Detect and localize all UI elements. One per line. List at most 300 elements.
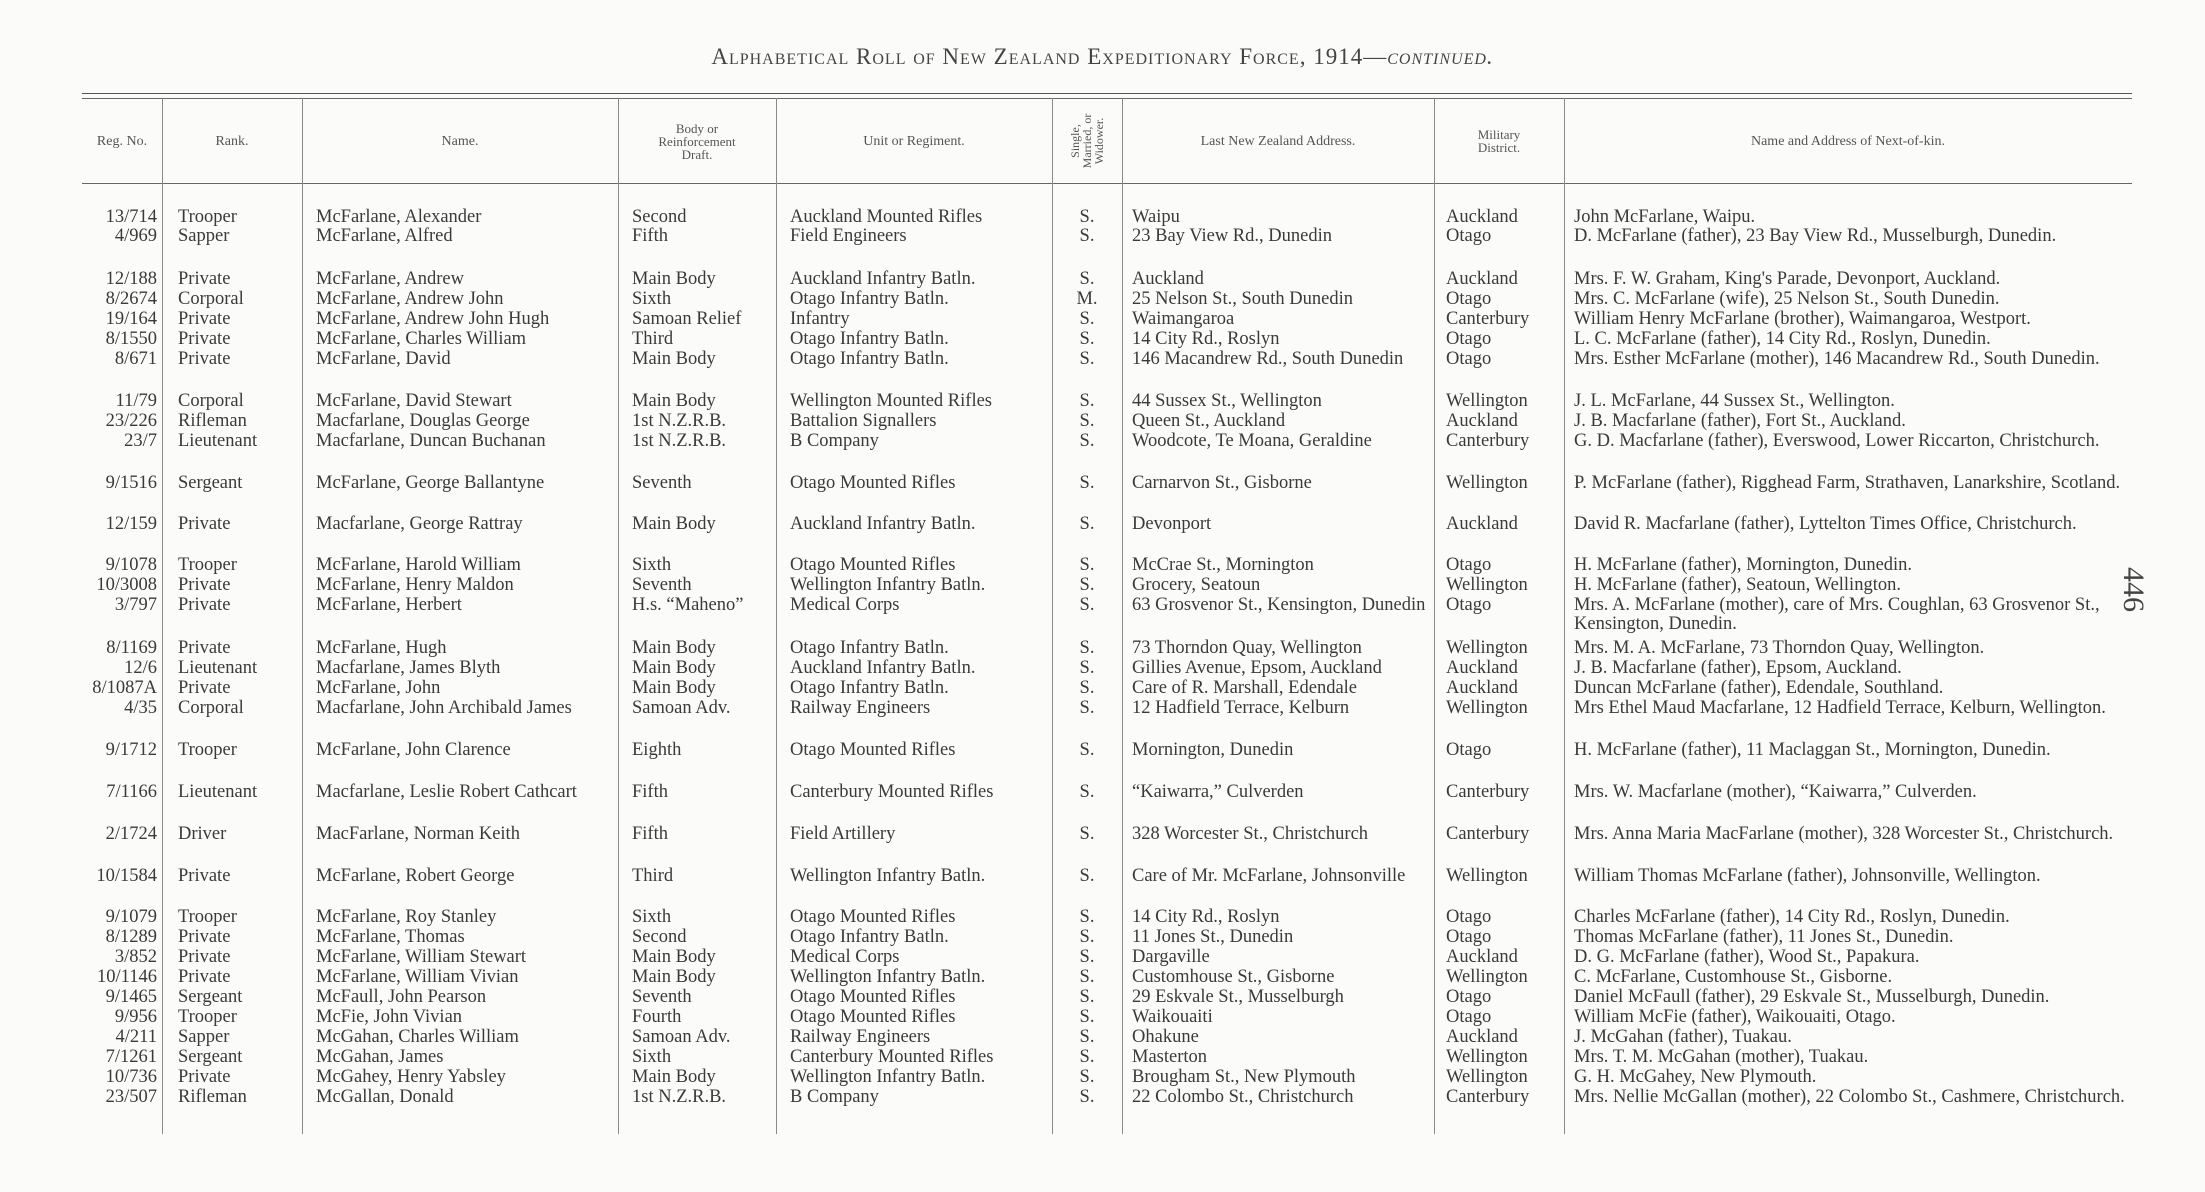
draft-cell: Sixth	[632, 289, 672, 309]
district-cell: Otago	[1446, 329, 1492, 349]
reg-no-cell: 12/6	[124, 658, 157, 678]
reg-no-cell: 9/1712	[105, 740, 157, 760]
marital-cell: S.	[1079, 698, 1095, 718]
draft-cell: Main Body	[632, 514, 716, 534]
unit-cell: Otago Mounted Rifles	[790, 740, 956, 760]
kin-cell: Duncan McFarlane (father), Edendale, Southland.	[1574, 678, 1944, 698]
name-cell: Macfarlane, John Archibald James	[316, 698, 572, 718]
header-unit: Unit or Regiment.	[863, 133, 965, 149]
unit-cell: Medical Corps	[790, 595, 900, 615]
marital-cell: S.	[1079, 866, 1095, 886]
rank-cell: Trooper	[178, 555, 237, 575]
draft-cell: Main Body	[632, 1067, 716, 1087]
column-divider	[302, 98, 303, 1134]
district-cell: Wellington	[1446, 866, 1528, 886]
district-cell: Canterbury	[1446, 782, 1530, 802]
kin-cell: David R. Macfarlane (father), Lyttelton Times Office, Christchurch.	[1574, 514, 2077, 534]
address-cell: Waipu	[1132, 207, 1180, 227]
draft-cell: Main Body	[632, 638, 716, 658]
name-cell: McFarlane, Andrew	[316, 269, 464, 289]
unit-cell: B Company	[790, 431, 879, 451]
draft-cell: Seventh	[632, 575, 692, 595]
kin-cell: Charles McFarlane (father), 14 City Rd., Roslyn, Dunedin.	[1574, 907, 2010, 927]
marital-cell: S.	[1079, 575, 1095, 595]
reg-no-cell: 8/1087A	[92, 678, 157, 698]
name-cell: McGahan, James	[316, 1047, 444, 1067]
address-cell: 23 Bay View Rd., Dunedin	[1132, 226, 1332, 246]
address-cell: Masterton	[1132, 1047, 1208, 1067]
kin-cell: Mrs. Nellie McGallan (mother), 22 Colombo St., Cashmere, Christchurch.	[1574, 1087, 2125, 1107]
name-cell: McFarlane, Harold William	[316, 555, 521, 575]
unit-cell: Otago Infantry Batln.	[790, 927, 949, 947]
kin-cell: J. McGahan (father), Tuakau.	[1574, 1027, 1792, 1047]
district-cell: Otago	[1446, 289, 1492, 309]
rank-cell: Trooper	[178, 207, 237, 227]
marital-cell: S.	[1079, 658, 1095, 678]
unit-cell: Canterbury Mounted Rifles	[790, 1047, 994, 1067]
unit-cell: Medical Corps	[790, 947, 900, 967]
reg-no-cell: 11/79	[115, 391, 157, 411]
marital-cell: M.	[1076, 289, 1098, 309]
draft-cell: Third	[632, 329, 674, 349]
page-number: 446	[2117, 567, 2150, 612]
unit-cell: Canterbury Mounted Rifles	[790, 782, 994, 802]
rank-cell: Sergeant	[178, 1047, 243, 1067]
header-address: Last New Zealand Address.	[1200, 133, 1356, 149]
district-cell: Canterbury	[1446, 1087, 1530, 1107]
address-cell: Gillies Avenue, Epsom, Auckland	[1132, 658, 1382, 678]
marital-cell: S.	[1079, 555, 1095, 575]
marital-cell: S.	[1079, 411, 1095, 431]
reg-no-cell: 23/7	[124, 431, 157, 451]
address-cell: 328 Worcester St., Christchurch	[1132, 824, 1369, 844]
name-cell: Macfarlane, George Rattray	[316, 514, 523, 534]
kin-cell: G. H. McGahey, New Plymouth.	[1574, 1067, 1817, 1087]
marital-cell: S.	[1079, 329, 1095, 349]
header-kin: Name and Address of Next-of-kin.	[1750, 133, 1945, 149]
column-divider	[162, 98, 163, 1134]
name-cell: McFarlane, Thomas	[316, 927, 465, 947]
district-cell: Auckland	[1446, 947, 1518, 967]
kin-cell: D. McFarlane (father), 23 Bay View Rd., Musselburgh, Dunedin.	[1574, 226, 2057, 246]
draft-cell: Seventh	[632, 473, 692, 493]
name-cell: McFarlane, Andrew John	[316, 289, 504, 309]
draft-cell: 1st N.Z.R.B.	[632, 431, 727, 451]
reg-no-cell: 8/1169	[106, 638, 157, 658]
address-cell: Carnarvon St., Gisborne	[1132, 473, 1312, 493]
district-cell: Canterbury	[1446, 431, 1530, 451]
marital-cell: S.	[1079, 947, 1095, 967]
rank-cell: Lieutenant	[178, 658, 258, 678]
marital-cell: S.	[1079, 740, 1095, 760]
column-divider	[618, 98, 619, 1134]
rank-cell: Private	[178, 927, 231, 947]
rank-cell: Sapper	[178, 226, 230, 246]
reg-no-cell: 4/211	[115, 1027, 157, 1047]
unit-cell: Otago Mounted Rifles	[790, 555, 956, 575]
kin-cell: Mrs. F. W. Graham, King's Parade, Devonport, Auckland.	[1574, 269, 2001, 289]
name-cell: McFarlane, Hugh	[316, 638, 447, 658]
kin-cell: Mrs. A. McFarlane (mother), care of Mrs. Coughlan, 63 Grosvenor St., Kensington, Dunedin.	[1574, 595, 2100, 634]
reg-no-cell: 9/1465	[105, 987, 157, 1007]
marital-cell: S.	[1079, 927, 1095, 947]
rank-cell: Private	[178, 514, 231, 534]
reg-no-cell: 23/507	[105, 1087, 157, 1107]
name-cell: McFie, John Vivian	[316, 1007, 463, 1027]
address-cell: 11 Jones St., Dunedin	[1132, 927, 1294, 947]
unit-cell: Auckland Mounted Rifles	[790, 207, 983, 227]
district-cell: Auckland	[1446, 1027, 1518, 1047]
header-marital-text: Single, Married, or Widower.	[1068, 113, 1106, 169]
unit-cell: B Company	[790, 1087, 879, 1107]
draft-cell: Main Body	[632, 349, 716, 369]
marital-cell: S.	[1079, 678, 1095, 698]
address-cell: Ohakune	[1132, 1027, 1199, 1047]
unit-cell: Otago Infantry Batln.	[790, 638, 949, 658]
unit-cell: Field Artillery	[790, 824, 896, 844]
header-name: Name.	[441, 133, 479, 149]
address-cell: Dargaville	[1132, 947, 1210, 967]
reg-no-cell: 9/956	[114, 1007, 157, 1027]
marital-cell: S.	[1079, 1007, 1095, 1027]
unit-cell: Otago Mounted Rifles	[790, 907, 956, 927]
name-cell: McFarlane, Robert George	[316, 866, 515, 886]
district-cell: Otago	[1446, 1007, 1492, 1027]
name-cell: Macfarlane, Leslie Robert Cathcart	[316, 782, 577, 802]
kin-cell: J. B. Macfarlane (father), Epsom, Auckland.	[1574, 658, 1902, 678]
title-continued: continued.	[1387, 44, 1494, 69]
draft-cell: Fifth	[632, 226, 668, 246]
unit-cell: Battalion Signallers	[790, 411, 937, 431]
unit-cell: Otago Mounted Rifles	[790, 1007, 956, 1027]
rank-cell: Rifleman	[178, 1087, 247, 1107]
draft-cell: Eighth	[632, 740, 682, 760]
rank-cell: Lieutenant	[178, 431, 258, 451]
address-cell: Waikouaiti	[1132, 1007, 1213, 1027]
unit-cell: Railway Engineers	[790, 698, 931, 718]
reg-no-cell: 10/1584	[96, 866, 157, 886]
kin-cell: Mrs. Anna Maria MacFarlane (mother), 328 Worcester St., Christchurch.	[1574, 824, 2114, 844]
column-divider	[1122, 98, 1123, 1134]
unit-cell: Wellington Infantry Batln.	[790, 1067, 986, 1087]
rank-cell: Private	[178, 947, 231, 967]
page-title	[0, 44, 2205, 70]
reg-no-cell: 8/1550	[105, 329, 157, 349]
column-divider	[776, 98, 777, 1134]
rank-cell: Driver	[178, 824, 227, 844]
kin-cell: William Henry McFarlane (brother), Waimangaroa, Westport.	[1574, 309, 2031, 329]
address-cell: 25 Nelson St., South Dunedin	[1132, 289, 1353, 309]
name-cell: McFaull, John Pearson	[316, 987, 487, 1007]
kin-cell: J. L. McFarlane, 44 Sussex St., Wellington.	[1574, 391, 1895, 411]
unit-cell: Otago Infantry Batln.	[790, 329, 949, 349]
marital-cell: S.	[1079, 226, 1095, 246]
address-cell: 63 Grosvenor St., Kensington, Dunedin	[1132, 595, 1426, 615]
rank-cell: Trooper	[178, 1007, 237, 1027]
draft-cell: Second	[632, 207, 687, 227]
rank-cell: Private	[178, 595, 231, 615]
unit-cell: Wellington Mounted Rifles	[790, 391, 992, 411]
address-cell: Queen St., Auckland	[1132, 411, 1286, 431]
kin-cell: P. McFarlane (father), Rigghead Farm, Strathaven, Lanarkshire, Scotland.	[1574, 473, 2121, 493]
reg-no-cell: 3/797	[114, 595, 157, 615]
rank-cell: Sapper	[178, 1027, 230, 1047]
unit-cell: Auckland Infantry Batln.	[790, 514, 976, 534]
header-draft: Body or Reinforcement Draft.	[658, 120, 736, 162]
district-cell: Otago	[1446, 595, 1492, 615]
header-rank: Rank.	[215, 133, 249, 149]
unit-cell: Wellington Infantry Batln.	[790, 575, 986, 595]
draft-cell: Sixth	[632, 555, 672, 575]
marital-cell: S.	[1079, 309, 1095, 329]
kin-cell: H. McFarlane (father), Seatoun, Wellington.	[1574, 575, 1901, 595]
rank-cell: Private	[178, 575, 231, 595]
reg-no-cell: 3/852	[114, 947, 157, 967]
rank-cell: Private	[178, 349, 231, 369]
draft-cell: Samoan Adv.	[632, 1027, 731, 1047]
reg-no-cell: 8/671	[114, 349, 157, 369]
district-cell: Otago	[1446, 907, 1492, 927]
address-cell: Waimangaroa	[1132, 309, 1235, 329]
district-cell: Otago	[1446, 740, 1492, 760]
name-cell: McFarlane, Alexander	[316, 207, 482, 227]
name-cell: McFarlane, Charles William	[316, 329, 527, 349]
address-cell: Brougham St., New Plymouth	[1132, 1067, 1356, 1087]
title-text: Alphabetical Roll of New Zealand Expeditionary Force, 1914—	[711, 44, 1388, 69]
name-cell: McFarlane, David	[316, 349, 451, 369]
column-divider	[1564, 98, 1565, 1134]
district-cell: Auckland	[1446, 411, 1518, 431]
header-marital	[1052, 98, 1122, 184]
address-cell: 29 Eskvale St., Musselburgh	[1132, 987, 1344, 1007]
kin-cell: Mrs. M. A. McFarlane, 73 Thorndon Quay, Wellington.	[1574, 638, 1985, 658]
rank-cell: Corporal	[178, 289, 244, 309]
district-cell: Wellington	[1446, 967, 1528, 987]
marital-cell: S.	[1079, 907, 1095, 927]
district-cell: Auckland	[1446, 678, 1518, 698]
address-cell: Devonport	[1132, 514, 1212, 534]
rank-cell: Lieutenant	[178, 782, 258, 802]
district-cell: Otago	[1446, 349, 1492, 369]
marital-cell: S.	[1079, 1087, 1095, 1107]
district-cell: Otago	[1446, 987, 1492, 1007]
table-top-rule	[82, 93, 2132, 94]
district-cell: Wellington	[1446, 1047, 1528, 1067]
reg-no-cell: 8/2674	[105, 289, 157, 309]
district-cell: Wellington	[1446, 391, 1528, 411]
unit-cell: Field Engineers	[790, 226, 907, 246]
marital-cell: S.	[1079, 269, 1095, 289]
reg-no-cell: 9/1078	[105, 555, 157, 575]
district-cell: Wellington	[1446, 575, 1528, 595]
district-cell: Wellington	[1446, 1067, 1528, 1087]
address-cell: 12 Hadfield Terrace, Kelburn	[1132, 698, 1350, 718]
name-cell: McFarlane, Roy Stanley	[316, 907, 497, 927]
address-cell: 14 City Rd., Roslyn	[1132, 907, 1280, 927]
draft-cell: Seventh	[632, 987, 692, 1007]
district-cell: Auckland	[1446, 269, 1518, 289]
draft-cell: Sixth	[632, 1047, 672, 1067]
kin-cell: John McFarlane, Waipu.	[1574, 207, 1756, 227]
kin-cell: William McFie (father), Waikouaiti, Otago.	[1574, 1007, 1896, 1027]
name-cell: McGahey, Henry Yabsley	[316, 1067, 506, 1087]
draft-cell: Fourth	[632, 1007, 682, 1027]
kin-cell: H. McFarlane (father), 11 Maclaggan St., Mornington, Dunedin.	[1574, 740, 2051, 760]
address-cell: 14 City Rd., Roslyn	[1132, 329, 1280, 349]
reg-no-cell: 12/159	[105, 514, 157, 534]
rank-cell: Corporal	[178, 391, 244, 411]
address-cell: 73 Thorndon Quay, Wellington	[1132, 638, 1362, 658]
address-cell: 44 Sussex St., Wellington	[1132, 391, 1322, 411]
kin-cell: J. B. Macfarlane (father), Fort St., Auckland.	[1574, 411, 1906, 431]
draft-cell: 1st N.Z.R.B.	[632, 1087, 727, 1107]
name-cell: McFarlane, William Stewart	[316, 947, 527, 967]
unit-cell: Otago Infantry Batln.	[790, 678, 949, 698]
kin-cell: Daniel McFaull (father), 29 Eskvale St., Musselburgh, Dunedin.	[1574, 987, 2050, 1007]
reg-no-cell: 9/1079	[105, 907, 157, 927]
draft-cell: Samoan Adv.	[632, 698, 731, 718]
kin-cell: L. C. McFarlane (father), 14 City Rd., Roslyn, Dunedin.	[1574, 329, 1991, 349]
header-district: Military District.	[1477, 127, 1521, 155]
draft-cell: 1st N.Z.R.B.	[632, 411, 727, 431]
marital-cell: S.	[1079, 967, 1095, 987]
name-cell: McFarlane, George Ballantyne	[316, 473, 545, 493]
reg-no-cell: 2/1724	[105, 824, 157, 844]
address-cell: Woodcote, Te Moana, Geraldine	[1132, 431, 1372, 451]
rank-cell: Corporal	[178, 698, 244, 718]
reg-no-cell: 12/188	[105, 269, 157, 289]
rank-cell: Private	[178, 967, 231, 987]
draft-cell: H.s. “Maheno”	[632, 595, 744, 615]
address-cell: Customhouse St., Gisborne	[1132, 967, 1335, 987]
kin-cell: G. D. Macfarlane (father), Everswood, Lower Riccarton, Christchurch.	[1574, 431, 2100, 451]
marital-cell: S.	[1079, 987, 1095, 1007]
address-cell: 22 Colombo St., Christchurch	[1132, 1087, 1354, 1107]
name-cell: McFarlane, John Clarence	[316, 740, 511, 760]
draft-cell: Main Body	[632, 658, 716, 678]
rank-cell: Private	[178, 638, 231, 658]
kin-cell: Mrs. W. Macfarlane (mother), “Kaiwarra,” Culverden.	[1574, 782, 1977, 802]
rank-cell: Sergeant	[178, 987, 243, 1007]
district-cell: Auckland	[1446, 514, 1518, 534]
address-cell: Grocery, Seatoun	[1132, 575, 1261, 595]
kin-cell: Mrs. Esther McFarlane (mother), 146 Macandrew Rd., South Dunedin.	[1574, 349, 2100, 369]
column-divider	[1434, 98, 1435, 1134]
unit-cell: Otago Infantry Batln.	[790, 349, 949, 369]
rank-cell: Trooper	[178, 740, 237, 760]
reg-no-cell: 13/714	[105, 207, 157, 227]
address-cell: McCrae St., Mornington	[1132, 555, 1314, 575]
draft-cell: Main Body	[632, 269, 716, 289]
name-cell: Macfarlane, Douglas George	[316, 411, 530, 431]
marital-cell: S.	[1079, 431, 1095, 451]
rank-cell: Sergeant	[178, 473, 243, 493]
address-cell: “Kaiwarra,” Culverden	[1132, 782, 1304, 802]
name-cell: McFarlane, Alfred	[316, 226, 453, 246]
marital-cell: S.	[1079, 1027, 1095, 1047]
reg-no-cell: 4/969	[114, 226, 157, 246]
rank-cell: Private	[178, 329, 231, 349]
marital-cell: S.	[1079, 391, 1095, 411]
kin-cell: Mrs. T. M. McGahan (mother), Tuakau.	[1574, 1047, 1869, 1067]
marital-cell: S.	[1079, 782, 1095, 802]
reg-no-cell: 23/226	[105, 411, 157, 431]
rank-cell: Private	[178, 678, 231, 698]
address-cell: Mornington, Dunedin	[1132, 740, 1294, 760]
draft-cell: Main Body	[632, 967, 716, 987]
kin-cell: D. G. McFarlane (father), Wood St., Papakura.	[1574, 947, 1920, 967]
rank-cell: Trooper	[178, 907, 237, 927]
kin-cell: C. McFarlane, Customhouse St., Gisborne.	[1574, 967, 1893, 987]
name-cell: McFarlane, Henry Maldon	[316, 575, 514, 595]
reg-no-cell: 4/35	[124, 698, 157, 718]
district-cell: Wellington	[1446, 638, 1528, 658]
unit-cell: Otago Infantry Batln.	[790, 289, 949, 309]
district-cell: Wellington	[1446, 473, 1528, 493]
reg-no-cell: 19/164	[105, 309, 157, 329]
draft-cell: Fifth	[632, 782, 668, 802]
kin-cell: Thomas McFarlane (father), 11 Jones St., Dunedin.	[1574, 927, 1954, 947]
reg-no-cell: 10/736	[105, 1067, 157, 1087]
marital-cell: S.	[1079, 824, 1095, 844]
marital-cell: S.	[1079, 595, 1095, 615]
name-cell: McFarlane, John	[316, 678, 441, 698]
district-cell: Canterbury	[1446, 309, 1530, 329]
draft-cell: Fifth	[632, 824, 668, 844]
draft-cell: Sixth	[632, 907, 672, 927]
name-cell: McFarlane, David Stewart	[316, 391, 512, 411]
rank-cell: Private	[178, 269, 231, 289]
draft-cell: Second	[632, 927, 687, 947]
marital-cell: S.	[1079, 514, 1095, 534]
district-cell: Otago	[1446, 927, 1492, 947]
unit-cell: Auckland Infantry Batln.	[790, 269, 976, 289]
name-cell: McGallan, Donald	[316, 1087, 454, 1107]
rank-cell: Rifleman	[178, 411, 247, 431]
rank-cell: Private	[178, 309, 231, 329]
district-cell: Otago	[1446, 226, 1492, 246]
district-cell: Wellington	[1446, 698, 1528, 718]
unit-cell: Auckland Infantry Batln.	[790, 658, 976, 678]
unit-cell: Wellington Infantry Batln.	[790, 866, 986, 886]
address-cell: Care of Mr. McFarlane, Johnsonville	[1132, 866, 1406, 886]
draft-cell: Third	[632, 866, 674, 886]
reg-no-cell: 7/1261	[105, 1047, 157, 1067]
kin-cell: Mrs Ethel Maud Macfarlane, 12 Hadfield Terrace, Kelburn, Wellington.	[1574, 698, 2106, 718]
reg-no-cell: 8/1289	[105, 927, 157, 947]
name-cell: McFarlane, William Vivian	[316, 967, 519, 987]
marital-cell: S.	[1079, 1047, 1095, 1067]
district-cell: Canterbury	[1446, 824, 1530, 844]
reg-no-cell: 9/1516	[105, 473, 157, 493]
name-cell: McFarlane, Herbert	[316, 595, 462, 615]
unit-cell: Infantry	[790, 309, 850, 329]
draft-cell: Main Body	[632, 678, 716, 698]
unit-cell: Otago Mounted Rifles	[790, 473, 956, 493]
rank-cell: Private	[178, 1067, 231, 1087]
district-cell: Otago	[1446, 555, 1492, 575]
unit-cell: Otago Mounted Rifles	[790, 987, 956, 1007]
reg-no-cell: 10/1146	[97, 967, 157, 987]
reg-no-cell: 10/3008	[96, 575, 157, 595]
marital-cell: S.	[1079, 207, 1095, 227]
unit-cell: Railway Engineers	[790, 1027, 931, 1047]
draft-cell: Main Body	[632, 947, 716, 967]
rank-cell: Private	[178, 866, 231, 886]
kin-cell: Mrs. C. McFarlane (wife), 25 Nelson St., South Dunedin.	[1574, 289, 2000, 309]
reg-no-cell: 7/1166	[106, 782, 157, 802]
district-cell: Auckland	[1446, 207, 1518, 227]
